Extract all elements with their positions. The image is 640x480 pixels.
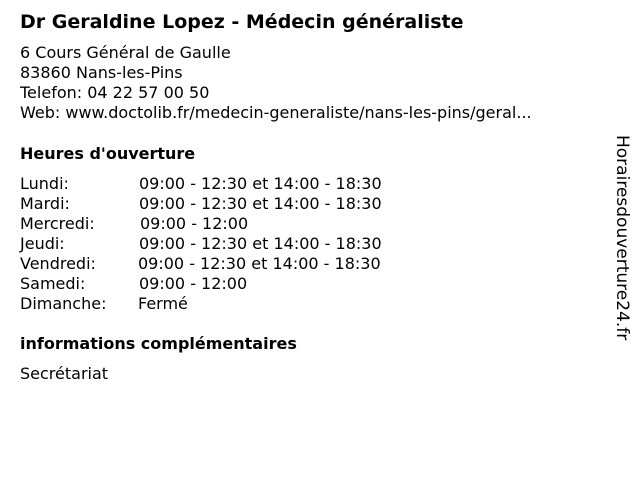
day-label: Lundi: — [20, 174, 69, 193]
website-link[interactable]: Web: www.doctolib.fr/medecin-generaliste/nans-les-pins/geral... — [20, 103, 532, 122]
day-hours: 09:00 - 12:00 — [140, 214, 249, 233]
phone-number: Telefon: 04 22 57 00 50 — [20, 83, 210, 102]
info-heading: informations complémentaires — [20, 334, 297, 353]
street-address: 6 Cours Général de Gaulle — [20, 43, 231, 62]
day-label: Jeudi: — [20, 234, 65, 253]
day-hours: Fermé — [138, 294, 188, 313]
page-title: Dr Geraldine Lopez - Médecin généraliste — [20, 11, 464, 33]
day-label: Dimanche: — [20, 294, 107, 313]
hours-heading: Heures d'ouverture — [20, 144, 196, 163]
city-address: 83860 Nans-les-Pins — [20, 63, 183, 82]
day-hours: 09:00 - 12:30 et 14:00 - 18:30 — [139, 174, 382, 193]
watermark-text: Horairesdouverture24.fr — [612, 135, 632, 341]
day-label: Samedi: — [20, 274, 86, 293]
info-text: Secrétariat — [20, 364, 109, 383]
day-hours: 09:00 - 12:30 et 14:00 - 18:30 — [138, 254, 381, 273]
day-label: Mercredi: — [20, 214, 95, 233]
day-label: Mardi: — [20, 194, 70, 213]
watermark — [612, 135, 632, 375]
day-label: Vendredi: — [20, 254, 96, 273]
contact-block — [20, 43, 532, 123]
day-hours: 09:00 - 12:00 — [139, 274, 248, 293]
day-hours: 09:00 - 12:30 et 14:00 - 18:30 — [139, 234, 382, 253]
day-hours: 09:00 - 12:30 et 14:00 - 18:30 — [139, 194, 382, 213]
